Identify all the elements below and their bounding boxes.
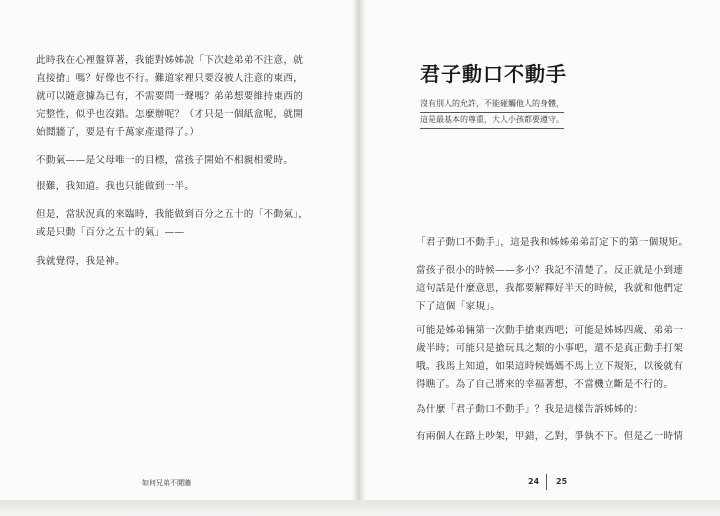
right-paragraph-1: 「君子動口不動手」，這是我和姊姊弟弟訂定下的第一個規矩。: [416, 237, 689, 248]
chapter-title: 君子動口不動手: [420, 62, 567, 86]
page-bottom-edge: [0, 500, 720, 516]
book-gutter: [352, 0, 366, 500]
left-page-number: 24: [528, 477, 540, 486]
chapter-subtitle-line-2: 這是最基本的尊重，大人小孩都要遵守。: [420, 113, 564, 129]
chapter-subtitle-line-1: 沒有別人的允許，不能碰觸他人的身體，: [420, 97, 564, 113]
right-page-number: 25: [556, 477, 568, 486]
left-paragraph-3: 很難，我知道。我也只能做到一半。: [36, 181, 195, 192]
left-paragraph-2: 不動氣——是父母唯一的目標，當孩子開始不相親相愛時。: [36, 155, 294, 166]
left-paragraph-1: 此時我在心裡盤算著，我能對姊姊說「下次趁弟弟不注意，就直接搶」嗎？好像也不行。難道家裡只要沒被人注意的東西，就可以隨意據為已有，不需要問一聲嗎？弟弟想要維持東西的完整性，似乎也沒錯。怎麼辦呢？（才只是一個紙盒呢，就開始鬩牆了，要是有千萬家產還得了。）: [36, 55, 304, 138]
right-paragraph-5: 有兩個人在路上吵架，甲錯，乙對，爭執不下。但是乙一時情: [416, 431, 684, 442]
left-paragraph-5: 我就覺得，我是神。: [36, 256, 126, 267]
running-footer-title: 如何兄弟不鬩牆: [142, 479, 191, 487]
page-number-separator: [546, 474, 547, 490]
right-page: [362, 0, 720, 500]
left-page: [0, 0, 356, 500]
left-paragraph-4: 但是，當狀況真的來臨時，我能做到百分之五十的「不動氣」，或是只動「百分之五十的氣」——: [36, 209, 309, 238]
right-paragraph-4: 為什麼「君子動口不動手」？我是這樣告訴姊姊的：: [416, 404, 644, 415]
right-paragraph-2: 當孩子很小的時候——多小？我記不清楚了。反正就是小到連這句話是什麼意思，我都要解釋好半天的時候，我就和他們定下了這個「家規」。: [416, 265, 684, 312]
right-paragraph-3: 可能是姊弟倆第一次動手搶東西吧；可能是姊姊四歲、弟弟一歲半時；可能只是搶玩具之類的小事吧，還不是真正動手打架哦。我馬上知道，如果這時候媽媽不馬上立下規矩，以後就有得瞧了。為了自己將來的幸福著想，不當機立斷是不行的。: [416, 325, 684, 390]
